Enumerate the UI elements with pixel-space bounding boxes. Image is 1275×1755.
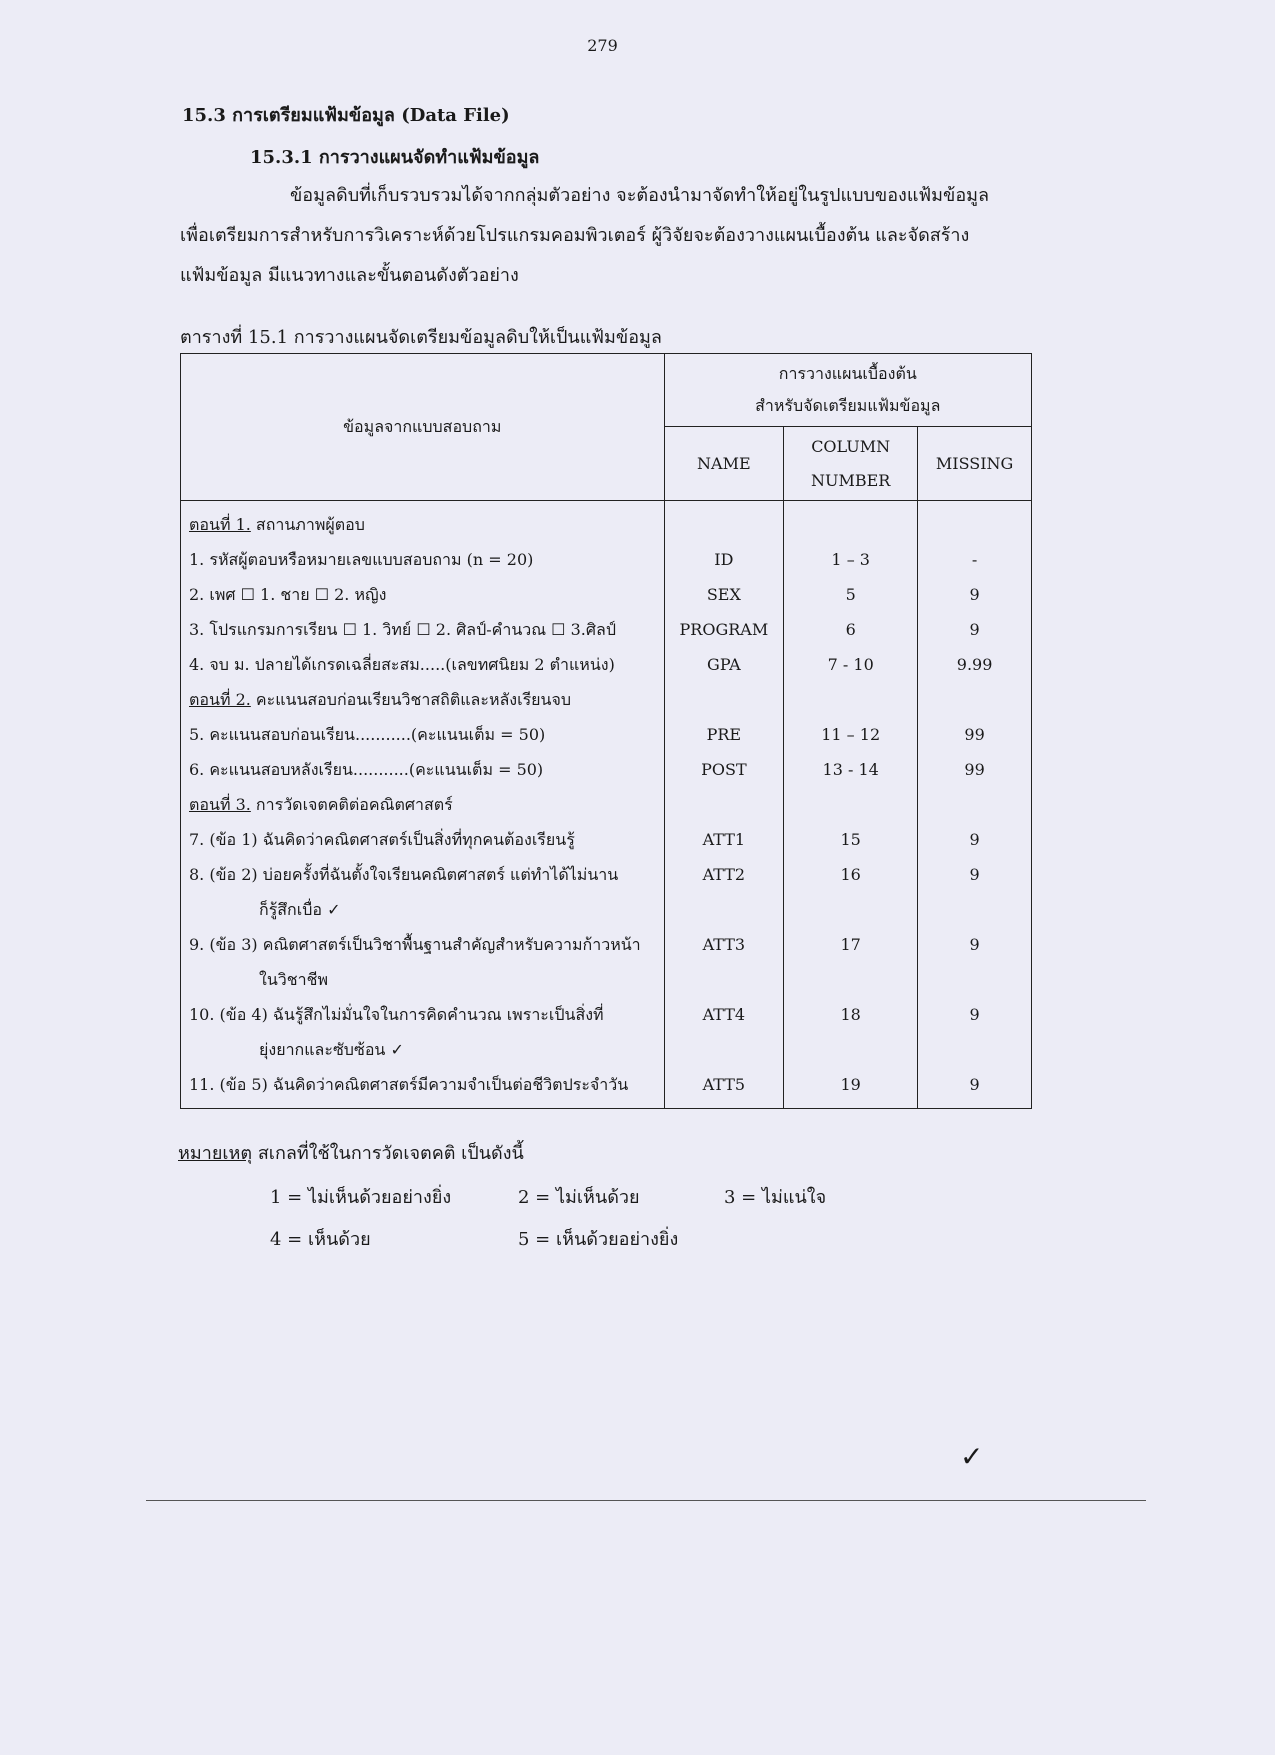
header-name: NAME <box>664 427 784 501</box>
scale-item-2: 2 = ไม่เห็นด้วย <box>518 1187 640 1208</box>
header-missing: MISSING <box>918 427 1032 501</box>
section-row-1: ตอนที่ 1. สถานภาพผู้ตอบ <box>189 515 365 534</box>
subsection-heading: 15.3.1 การวางแผนจัดทำแฟ้มข้อมูล <box>250 147 540 168</box>
header-planning-group <box>664 354 1031 427</box>
check-mark-icon: ✓ <box>960 1440 984 1473</box>
footer-rule <box>146 1500 1146 1501</box>
item-row-3: 3. โปรแกรมการเรียน ☐ 1. วิทย์ ☐ 2. ศิลป์-คำนวณ ☐ 3.ศิลป์ <box>189 620 616 639</box>
scale-item-3: 3 = ไม่แน่ใจ <box>724 1187 827 1208</box>
name-column: ID SEX PROGRAM GPA PRE POST ATT1 ATT2 ATT3 ATT4 ATT5 <box>664 501 784 1109</box>
item-row-10: 10. (ข้อ 4) ฉันรู้สึกไม่มั่นใจในการคิดคำนวณ เพราะเป็นสิ่งที่ ยุ่งยากและซับซ้อน ✓ <box>189 1005 604 1059</box>
item-row-11: 11. (ข้อ 5) ฉันคิดว่าคณิตศาสตร์มีความจำเป็นต่อชีวิตประจำวัน <box>189 1075 629 1094</box>
missing-column: - 9 9 9.99 99 99 9 9 9 9 9 <box>918 501 1032 1109</box>
paragraph-line-1: ข้อมูลดิบที่เก็บรวบรวมได้จากกลุ่มตัวอย่าง จะต้องนำมาจัดทำให้อยู่ในรูปแบบของแฟ้มข้อมูล <box>290 185 990 206</box>
header-column-number <box>784 427 918 501</box>
header-column-line-1: COLUMN <box>811 436 891 456</box>
scale-item-1: 1 = ไม่เห็นด้วยอย่างยิ่ง <box>270 1187 452 1208</box>
item-row-9: 9. (ข้อ 3) คณิตศาสตร์เป็นวิชาพื้นฐานสำคัญสำหรับความก้าวหน้า ในวิชาชีพ <box>189 935 641 989</box>
check-mark-icon: ✓ <box>390 1040 404 1059</box>
paragraph-line-3: แฟ้มข้อมูล มีแนวทางและขั้นตอนดังตัวอย่าง <box>180 265 519 286</box>
header-group-line-1: การวางแผนเบื้องต้น <box>778 364 917 383</box>
scale-item-4: 4 = เห็นด้วย <box>270 1229 371 1250</box>
note-label: หมายเหตุ <box>178 1143 253 1164</box>
item-row-4: 4. จบ ม. ปลายได้เกรดเฉลี่ยสะสม.....(เลขทศนิยม 2 ตำแหน่ง) <box>189 655 615 674</box>
note-text: สเกลที่ใช้ในการวัดเจตคติ เป็นดังนี้ <box>252 1143 524 1164</box>
items-column <box>181 501 665 1109</box>
check-mark-icon: ✓ <box>327 900 341 919</box>
header-group-line-2: สำหรับจัดเตรียมแฟ้มข้อมูล <box>755 396 941 415</box>
item-row-2: 2. เพศ ☐ 1. ชาย ☐ 2. หญิง <box>189 585 387 604</box>
item-row-6: 6. คะแนนสอบหลังเรียน...........(คะแนนเต็ม = 50) <box>189 760 544 779</box>
item-row-5: 5. คะแนนสอบก่อนเรียน...........(คะแนนเต็ม = 50) <box>189 725 546 744</box>
scale-item-5: 5 = เห็นด้วยอย่างยิ่ง <box>518 1229 679 1250</box>
note <box>178 1138 524 1167</box>
header-column-line-2: NUMBER <box>811 470 891 490</box>
item-row-8: 8. (ข้อ 2) บ่อยครั้งที่ฉันตั้งใจเรียนคณิตศาสตร์ แต่ทำได้ไม่นาน ก็รู้สึกเบื่อ ✓ <box>189 865 619 919</box>
item-row-7: 7. (ข้อ 1) ฉันคิดว่าคณิตศาสตร์เป็นสิ่งที่ทุกคนต้องเรียนรู้ <box>189 830 575 849</box>
section-row-2: ตอนที่ 2. คะแนนสอบก่อนเรียนวิชาสถิติและหลังเรียนจบ <box>189 690 572 709</box>
data-plan-table <box>180 353 1032 1109</box>
table-caption: ตารางที่ 15.1 การวางแผนจัดเตรียมข้อมูลดิบให้เป็นแฟ้มข้อมูล <box>180 327 662 348</box>
page-number: 279 <box>587 36 618 55</box>
header-questionnaire: ข้อมูลจากแบบสอบถาม <box>181 354 665 501</box>
section-row-3: ตอนที่ 3. การวัดเจตคติต่อคณิตศาสตร์ <box>189 795 453 814</box>
section-heading: 15.3 การเตรียมแฟ้มข้อมูล (Data File) <box>182 105 510 126</box>
paragraph-line-2: เพื่อเตรียมการสำหรับการวิเคราะห์ด้วยโปรแกรมคอมพิวเตอร์ ผู้วิจัยจะต้องวางแผนเบื้องต้น และจัดสร้าง <box>180 225 970 246</box>
item-row-1: 1. รหัสผู้ตอบหรือหมายเลขแบบสอบถาม (n = 20) <box>189 550 534 569</box>
column-number-column: 1 – 3 5 6 7 - 10 11 – 12 13 - 14 15 16 17 18 19 <box>784 501 918 1109</box>
